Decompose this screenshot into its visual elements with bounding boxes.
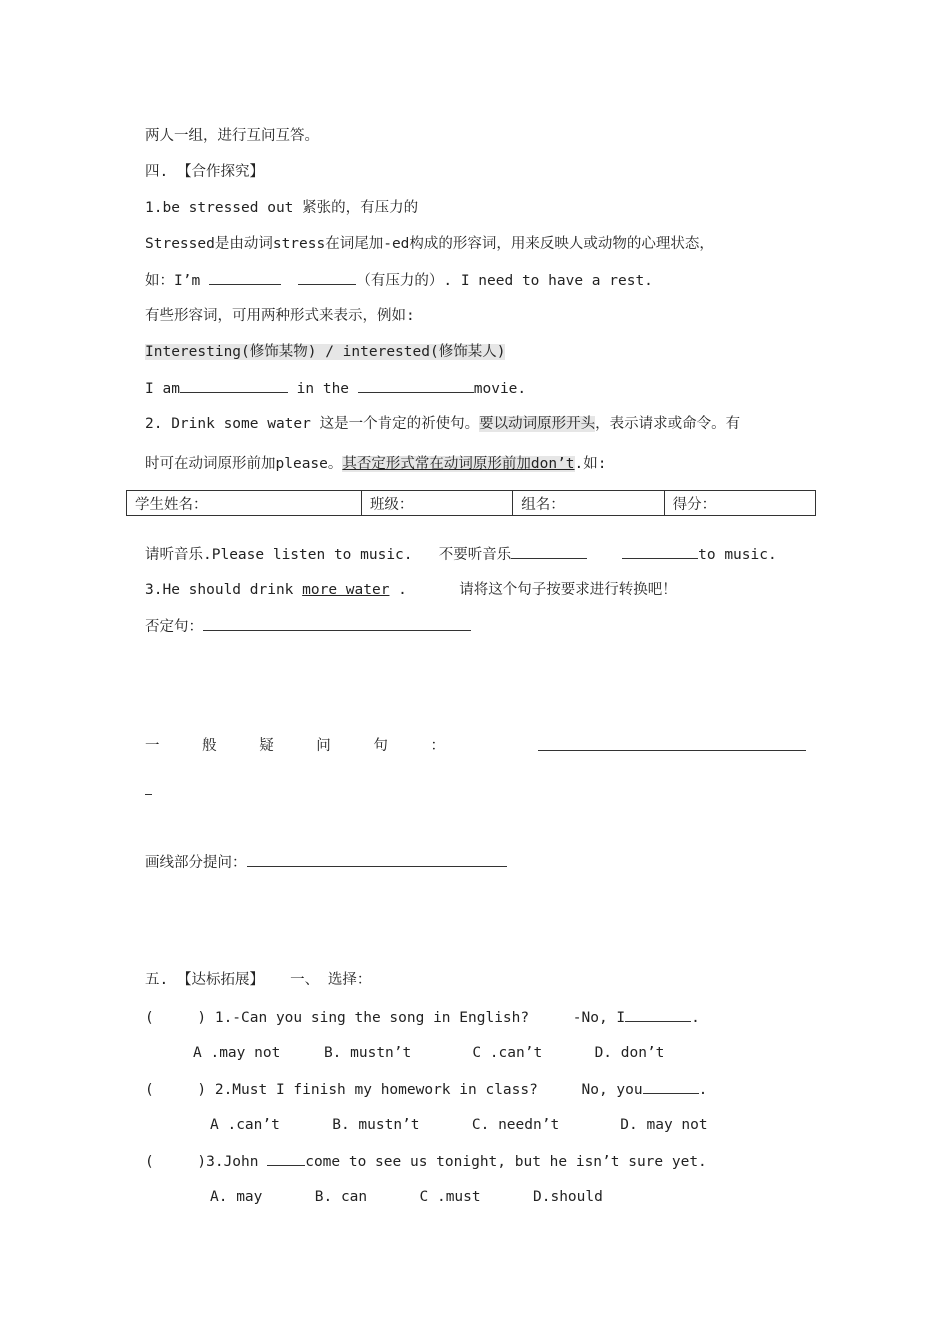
blank-6[interactable] [622,544,698,559]
point-two-line-1 [145,414,740,434]
underline-question-line [145,852,507,873]
point-two-example-label: .如: [574,456,607,472]
point-three-instruction: . 请将这个句子按要求进行转换吧！ [389,582,677,598]
instruction-pair-work: 两人一组，进行互问互答。 [145,128,319,144]
section-five-heading: 五. 【达标拓展】 一、 选择： [145,972,372,988]
interest-fill-sentence [145,378,526,399]
blank-2[interactable] [298,270,356,285]
question-2-blank[interactable] [643,1079,699,1094]
example-stressed [145,270,653,291]
general-question-blank[interactable] [538,736,806,751]
group-cell[interactable]: 组名： [513,491,664,516]
blank-3[interactable] [180,378,288,393]
example-prefix: 如：I’m [145,273,209,289]
underline-question-blank[interactable] [247,852,507,867]
question-2-period: . [698,1082,708,1098]
blank-1[interactable] [209,270,281,285]
question-3-start: ( )3.John [145,1154,268,1170]
negative-answer-blank[interactable] [203,616,471,631]
class-cell[interactable]: 班级： [361,491,512,516]
question-1-blank[interactable] [625,1007,691,1022]
negative-label: 否定句： [145,619,203,635]
general-question-label [145,734,445,755]
highlight-verb-base: 要以动词原形开头 [479,416,596,432]
question-1-text: ( ) 1.-Can you sing the song in English? -No, I [145,1010,626,1026]
point-two-line-2 [145,454,607,474]
adjective-forms-example [145,342,505,362]
section-four-heading: 四. 【合作探究】 [145,164,264,180]
underline-question-label: 画线部分提问： [145,855,247,871]
point-one-explanation: Stressed是由动词stress在词尾加-ed构成的形容词，用来反映人或动物的心理状态， [145,236,714,252]
highlight-negative-form: 其否定形式常在动词原形前加don’t [342,456,575,472]
sentence-start: I am [145,381,180,397]
point-two-end: ，表示请求或命令。有 [595,416,741,432]
label-char: 般 [202,738,217,754]
point-one-title: 1.be stressed out 紧张的，有压力的 [145,200,419,216]
blank-5[interactable] [511,544,587,559]
question-1 [145,1007,700,1028]
label-char: 一 [145,738,160,754]
label-char: 疑 [259,738,274,754]
point-two-start: 2. Drink some water 这是一个肯定的祈使句。 [145,416,480,432]
question-3-blank[interactable] [267,1151,305,1166]
example-suffix: （有压力的）. I need to have a rest. [356,273,653,289]
question-2-text: ( ) 2.Must I finish my homework in class? No, you [145,1082,643,1098]
student-info-table [126,490,816,516]
imperative-example-start: 请听音乐.Please listen to music. 不要听音乐 [145,547,512,563]
question-1-period: . [691,1010,700,1026]
question-3-end: come to see us tonight, but he isn’t sure yet. [305,1154,707,1170]
point-three-sentence [145,580,677,600]
question-2-options[interactable]: A .can’t B. mustn’t C. needn’t D. may not [210,1117,708,1133]
point-three-start: 3.He should drink [145,582,303,598]
question-3 [145,1151,707,1172]
question-1-options[interactable]: A .may not B. mustn’t C .can’t D. don’t [193,1045,665,1061]
general-question-blank-cont[interactable] [145,780,152,795]
question-2 [145,1079,707,1100]
sentence-end: movie. [473,381,527,397]
point-two-please: 时可在动词原形前加please。 [145,456,343,472]
underlined-phrase: more water [302,582,390,598]
imperative-example-end: to music. [698,547,777,563]
negative-sentence-line [145,616,471,637]
student-name-cell[interactable]: 学生姓名： [127,491,362,516]
imperative-example [145,544,777,565]
highlighted-example: Interesting(修饰某物) / interested(修饰某人) [145,344,506,360]
sentence-middle: in the [287,381,358,397]
score-cell[interactable]: 得分： [664,491,815,516]
label-char: ： [430,738,445,754]
blank-4[interactable] [358,378,474,393]
label-char: 问 [316,738,331,754]
label-char: 句 [373,738,388,754]
adjective-forms-note: 有些形容词，可用两种形式来表示，例如: [145,308,415,324]
question-3-options[interactable]: A. may B. can C .must D.should [210,1189,603,1205]
